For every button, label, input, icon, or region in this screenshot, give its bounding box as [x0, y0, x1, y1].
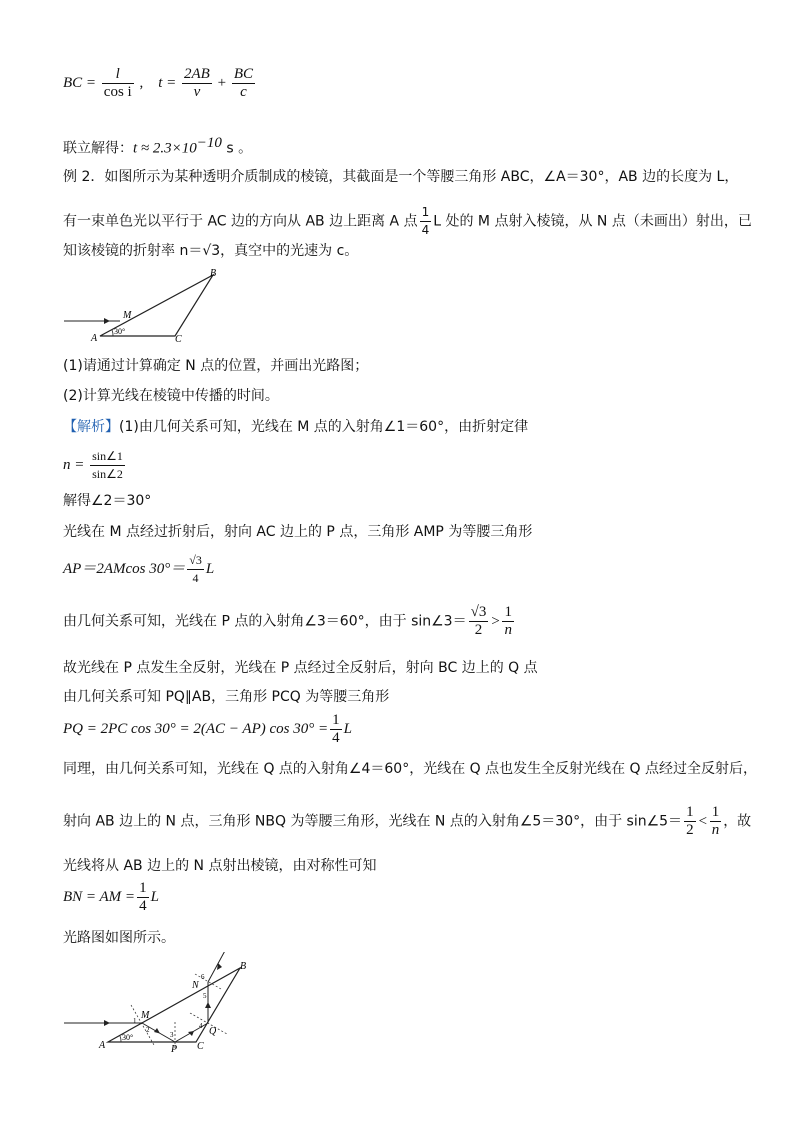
example-line-2 — [63, 204, 752, 239]
bn-numerator: 1 — [139, 880, 147, 896]
label-C-2: C — [197, 1041, 204, 1052]
analysis-line-6: 由几何关系可知 PQ∥AB，三角形 PCQ 为等腰三角形 — [63, 689, 390, 705]
solve-value: t ≈ 2.3×10 — [133, 140, 197, 157]
angle-label-2: 2 — [146, 1026, 150, 1034]
pq-lhs: PQ = 2PC cos 30° = 2(AC − AP) cos 30° = — [63, 720, 329, 737]
angle-label-3: 3 — [170, 1031, 174, 1039]
ap-tail: L — [205, 560, 215, 577]
sin5-numerator: 1 — [686, 804, 694, 820]
n-denominator: sin∠2 — [92, 467, 123, 481]
bc-fraction — [102, 66, 134, 101]
ap-numerator: √3 — [187, 552, 204, 570]
solve-exponent: −10 — [196, 135, 222, 151]
label-M: M — [123, 310, 132, 321]
label-A: A — [91, 333, 98, 344]
analysis-line-8-tail: ，故 — [723, 813, 752, 830]
example-line-2a: 有一束单色光以平行于 AC 边的方向从 AB 边上距离 A 点 — [63, 213, 418, 230]
bn-tail: L — [150, 888, 159, 905]
label-Q: Q — [209, 1026, 217, 1037]
formula-bc-t — [63, 66, 257, 101]
formula-n — [63, 448, 127, 483]
label-N: N — [192, 980, 199, 991]
n-numerator: sin∠1 — [90, 448, 125, 466]
formula-bn — [63, 880, 159, 915]
ap-fraction — [187, 552, 204, 587]
question-1: (1)请通过计算确定 N 点的位置，并画出光路图； — [63, 358, 369, 374]
label-A-2: A — [99, 1040, 106, 1051]
one-over-n-denominator-2: n — [711, 822, 720, 838]
t-denominator-1: v — [193, 84, 201, 100]
example-fraction-den: 4 — [421, 223, 430, 237]
label-B-2: B — [240, 961, 247, 972]
analysis-line-4 — [63, 604, 516, 639]
label-M-2: M — [141, 1010, 150, 1021]
label-B: B — [210, 268, 217, 279]
formula-ap — [63, 552, 214, 587]
pq-tail: L — [343, 720, 352, 737]
analysis-line-8a: 射向 AB 边上的 N 点，三角形 NBQ 为等腰三角形，光线在 N 点的入射角∠5＝30°，由于 sin∠5＝ — [63, 813, 683, 830]
t-fraction-2 — [232, 66, 255, 101]
angle-label-5: 5 — [203, 992, 207, 1000]
analysis-line-5: 故光线在 P 点发生全反射，光线在 P 点经过全反射后，射向 BC 边上的 Q 点 — [63, 660, 538, 676]
analysis-line-1-text: (1)由几何关系可知，光线在 M 点的入射角∠1＝60°，由折射定律 — [119, 419, 529, 435]
n-fraction — [90, 448, 125, 483]
prism-figure-1 — [60, 268, 230, 348]
analysis-line-4a: 由几何关系可知，光线在 P 点的入射角∠3＝60°，由于 sin∠3＝ — [63, 613, 467, 630]
bn-fraction — [137, 880, 149, 915]
greater-than: > — [490, 613, 501, 630]
formula-pq — [63, 712, 352, 747]
analysis-line-2: 解得∠2＝30° — [63, 493, 152, 509]
ap-denominator: 4 — [192, 571, 199, 585]
analysis-line-9: 光线将从 AB 边上的 N 点射出棱镜，由对称性可知 — [63, 858, 377, 874]
t-denominator-2: c — [240, 84, 247, 100]
one-over-n-numerator: 1 — [504, 604, 512, 620]
solve-label: 联立解得： — [63, 140, 133, 157]
plus-sign: + — [217, 74, 227, 91]
bn-lhs: BN = AM = — [63, 888, 136, 905]
analysis-line-10: 光路图如图所示。 — [63, 930, 175, 946]
example-line-3: 知该棱镜的折射率 n＝√3，真空中的光速为 c。 — [63, 243, 359, 259]
question-2: (2)计算光线在棱镜中传播的时间。 — [63, 388, 279, 404]
ap-lhs: AP＝2AMcos 30°＝ — [63, 560, 186, 577]
one-over-n-numerator-2: 1 — [711, 804, 720, 820]
light-path-figure — [60, 952, 260, 1057]
bc-denominator: cos i — [103, 84, 132, 100]
one-over-n-fraction-2 — [710, 804, 722, 839]
sin5-fraction — [684, 804, 696, 839]
one-over-n-denominator: n — [504, 622, 512, 638]
example-fraction — [420, 204, 432, 239]
sin5-denominator: 2 — [686, 822, 694, 838]
one-over-n-fraction — [502, 604, 514, 639]
label-P: P — [171, 1044, 178, 1055]
t-numerator-2: BC — [233, 66, 253, 82]
solve-unit: s 。 — [221, 140, 253, 157]
analysis-line-3: 光线在 M 点经过折射后，射向 AC 边上的 P 点，三角形 AMP 为等腰三角形 — [63, 524, 533, 540]
angle-label-6: 6 — [201, 973, 205, 981]
analysis-line-1 — [63, 418, 528, 436]
pq-fraction — [330, 712, 342, 747]
example-line-2b: L 处的 M 点射入棱镜，从 N 点（未画出）射出，已 — [433, 213, 752, 230]
bc-lhs: BC = — [63, 74, 97, 91]
pq-denominator: 4 — [332, 730, 340, 746]
solve-line — [63, 134, 252, 158]
analysis-line-8 — [63, 804, 751, 839]
sin3-numerator: √3 — [470, 604, 487, 620]
sin3-denominator: 2 — [474, 622, 483, 638]
less-than: < — [697, 813, 708, 830]
label-angle-30: 30° — [114, 327, 126, 336]
t-fraction-1 — [182, 66, 212, 101]
bc-numerator: l — [102, 66, 134, 84]
label-angle-30-2: 30° — [122, 1033, 134, 1042]
bn-denominator: 4 — [139, 898, 147, 914]
angle-label-4: 4 — [199, 1022, 203, 1030]
formula-comma: , — [139, 74, 144, 91]
pq-numerator: 1 — [332, 712, 340, 728]
t-lhs: t = — [158, 74, 177, 91]
example-line-1: 例 2．如图所示为某种透明介质制成的棱镜，其截面是一个等腰三角形 ABC，∠A＝30°，AB 边的长度为 L， — [63, 169, 739, 185]
example-fraction-num: 1 — [420, 204, 432, 222]
analysis-tag: 【解析】 — [63, 419, 119, 435]
sin3-fraction — [469, 604, 489, 639]
t-numerator-1: 2AB — [184, 66, 210, 82]
angle-label-1: 1 — [133, 1017, 137, 1025]
n-lhs: n = — [63, 456, 85, 473]
analysis-line-7: 同理，由几何关系可知，光线在 Q 点的入射角∠4＝60°，光线在 Q 点也发生全反射光线在 Q 点经过全反射后， — [63, 761, 758, 777]
label-C: C — [175, 334, 182, 345]
